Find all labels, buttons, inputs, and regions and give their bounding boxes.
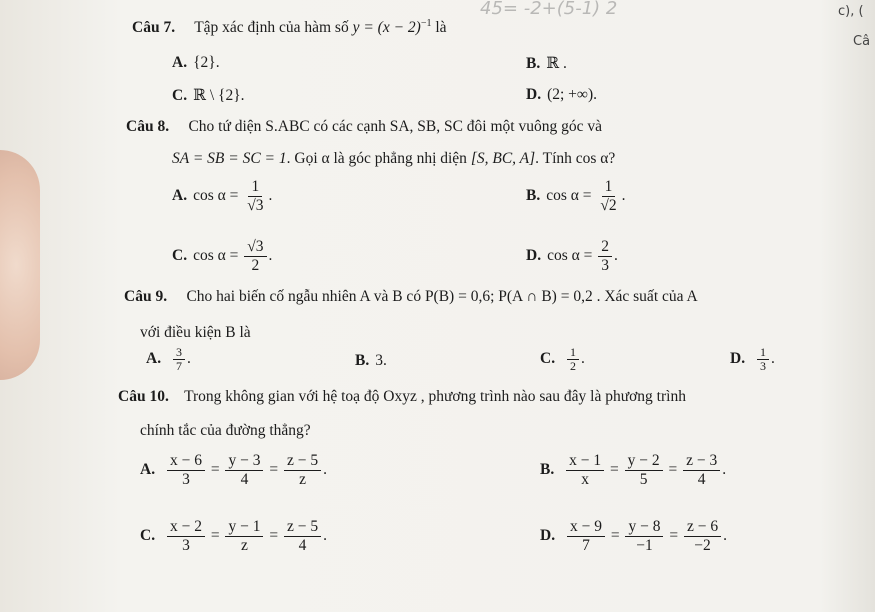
q9-option-b[interactable]: B. 3. <box>355 352 387 369</box>
exponent: −1 <box>420 18 432 29</box>
question-text: Cho tứ diện S.ABC có các cạnh SA, SB, SC đôi một vuông góc và <box>188 118 602 135</box>
function-expr: y = (x − 2) <box>352 19 421 37</box>
finger-shadow <box>0 150 40 380</box>
question-tail: là <box>435 19 447 37</box>
q8-option-b[interactable]: B. cos α = $\frac{1}{√2}$ . <box>526 178 626 214</box>
q9-option-a[interactable]: A. $\frac{3}{7}$ . <box>146 345 191 373</box>
question-9 <box>124 288 698 306</box>
question-10 <box>118 388 686 406</box>
q10-option-c[interactable]: C. $\frac{x - 2}{3}$ = $\frac{y - 1}{z}$ = $\frac{z - 5}{4}$ . <box>140 518 327 554</box>
equation: SA = SB = SC = 1 <box>172 150 287 167</box>
q7-option-b[interactable]: B. ℝ . <box>526 55 567 72</box>
q10-option-a[interactable]: A. $\frac{x - 6}{3}$ = $\frac{y - 3}{4}$ = $\frac{z - 5}{z}$ . <box>140 452 327 488</box>
q8-option-a[interactable]: A. cos α = $\frac{1}{√3}$ . <box>172 178 273 214</box>
question-8 <box>126 118 602 136</box>
question-text: Trong không gian với hệ toạ độ Oxyz , phương trình nào sau đây là phương trình <box>184 388 686 405</box>
question-label: Câu 10. <box>118 388 169 405</box>
q7-option-a[interactable]: A. {2}. <box>172 54 220 71</box>
q10-option-b[interactable]: B. $\frac{x - 1}{x}$ = $\frac{y - 2}{5}$ = $\frac{z - 3}{4}$ . <box>540 452 727 488</box>
q8-option-c[interactable]: C. cos α = $\frac{√3}{2}$ . <box>172 238 273 274</box>
pencil-scribble: 45= -2+(5-1) 2 <box>480 0 618 19</box>
question-text: . Tính cos α? <box>535 150 616 167</box>
q7-option-c[interactable]: C. ℝ \ {2}. <box>172 87 245 104</box>
q10-option-d[interactable]: D. $\frac{x - 9}{7}$ = $\frac{y - 8}{-1}$ = $\frac{z - 6}{-2}$ . <box>540 518 727 554</box>
q8-option-d[interactable]: D. cos α = $\frac{2}{3}$ . <box>526 238 618 274</box>
dihedral: [S, BC, A] <box>470 150 536 167</box>
q9-option-c[interactable]: C. $\frac{1}{2}$ . <box>540 345 585 373</box>
question-text: với điều kiện B là <box>140 324 251 341</box>
question-text: chính tắc của đường thẳng? <box>140 422 311 439</box>
corner-text-top: c), ( <box>838 4 864 19</box>
corner-text-mid: Câ <box>853 34 871 49</box>
question-10-line2 <box>140 422 311 440</box>
question-label: Câu 8. <box>126 118 170 135</box>
question-text: . Gọi α là góc phẳng nhị diện <box>286 150 467 167</box>
question-label: Câu 9. <box>124 288 168 305</box>
question-9-line2 <box>140 324 251 342</box>
question-8-line2 <box>172 150 615 168</box>
question-label: Câu 7. <box>132 19 176 37</box>
q9-option-d[interactable]: D. $\frac{1}{3}$ . <box>730 345 775 373</box>
question-text: Tập xác định của hàm số <box>194 19 349 37</box>
q7-option-d[interactable]: D. (2; +∞). <box>526 86 597 103</box>
question-7 <box>132 18 447 37</box>
question-text: Cho hai biến cố ngẫu nhiên A và B có P(B) = 0,6; P(A ∩ B) = 0,2 . Xác suất của A <box>186 288 698 305</box>
